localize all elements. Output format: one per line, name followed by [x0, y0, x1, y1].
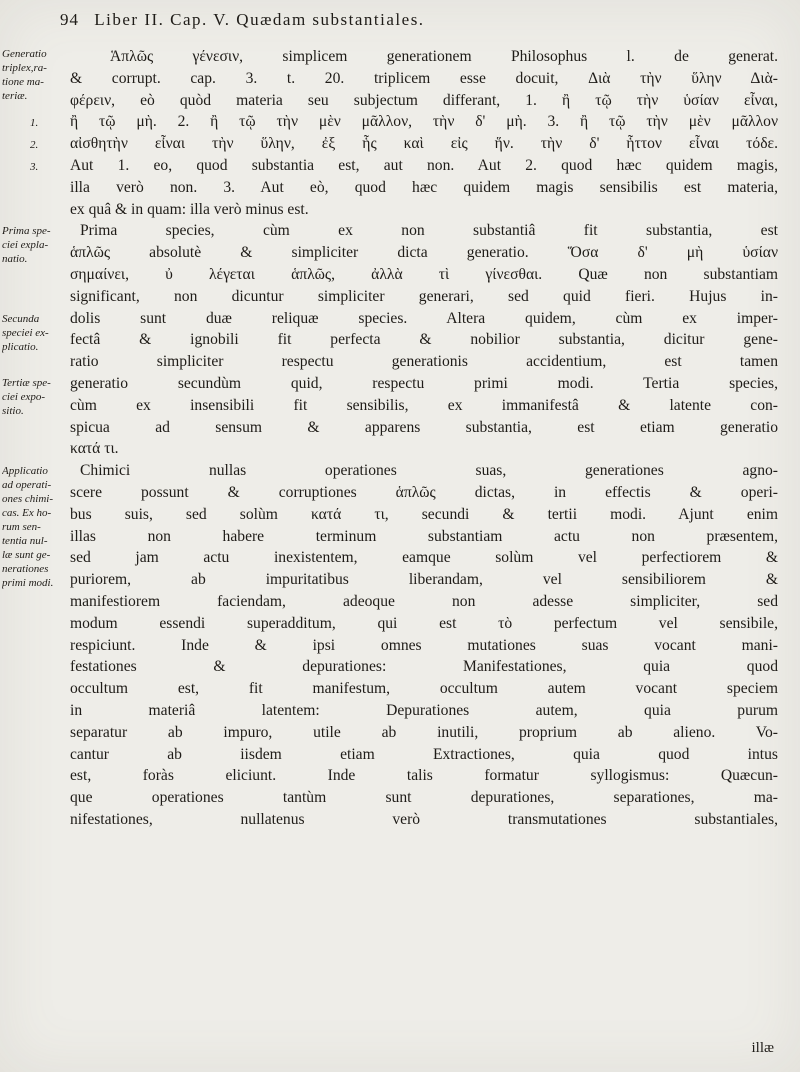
text-line: modum essendi superadditum, qui est τὸ perfectum vel sensibile,	[70, 614, 778, 632]
text-line: in materiâ latentem: Depurationes autem, quia purum	[70, 701, 778, 719]
margin-note-2: 2.	[30, 139, 39, 151]
text-line: festationes & depurationes: Manifestationes, quia quod	[70, 658, 778, 676]
text-line: nifestationes, nullatenus verò transmutationes substantiales,	[70, 810, 778, 828]
text-line: scere possunt & corruptiones ἁπλῶς dictas, in effectis & operi-	[70, 483, 778, 501]
text-line: separatur ab impuro, utile ab inutili, proprium ab alieno. Vo-	[70, 723, 778, 741]
text-line: sed jam actu inexistentem, eamque solùm vel perfectiorem &	[70, 549, 778, 567]
margin-note-1: 1.	[30, 117, 39, 129]
text-line: occultum est, fit manifestum, occultum autem vocant speciem	[70, 680, 778, 698]
text-line: & corrupt. cap. 3. t. 20. triplicem esse docuit, Διὰ τὴν ὕλην Διὰ-	[70, 69, 778, 87]
text-line: manifestiorem faciendam, adeoque non adesse simpliciter, sed	[70, 592, 778, 610]
text-line: puriorem, ab impuritatibus liberandam, vel sensibiliorem &	[70, 571, 778, 589]
page-number: 94	[60, 10, 79, 29]
margin-note-prima: Prima spe- ciei expla- natio.	[2, 225, 51, 265]
text-line: Chimici nullas operationes suas, generationes agno-	[80, 462, 778, 480]
text-line: fectâ & ignobili fit perfecta & nobilior substantia, dicitur gene-	[70, 331, 778, 349]
text-line: est, foràs eliciunt. Inde talis formatur syllogismus: Quæcun-	[70, 767, 778, 785]
margin-note-generatio: Generatio triplex,ra- tione ma- teriæ.	[2, 48, 47, 102]
text-line: ratio simpliciter respectu generationis accidentium, est tamen	[70, 353, 778, 371]
text-line: ex quâ & in quam: illa verò minus est.	[70, 200, 309, 218]
text-line: Prima species, cùm ex non substantiâ fit substantia, est	[80, 222, 778, 240]
text-line: significant, non dicuntur simpliciter generari, sed quid fieri. Hujus in-	[70, 287, 778, 305]
text-line: φέρειν, eò quòd materia seu subjectum differant, 1. ἢ τῷ τὴν ὑσίαν εἶναι,	[70, 91, 778, 109]
margin-note-secunda: Secunda speciei ex- plicatio.	[2, 313, 49, 353]
margin-note-applicatio: Applicatio ad operati- ones chimi- cas. Ex ho- rum sen- tentia nul- læ sunt ge- nerationes primi modi.	[2, 465, 54, 589]
text-line: ἁπλῶς absolutè & simpliciter dicta generatio. Ὅσα δ' μὴ ὑσίαν	[70, 244, 778, 262]
margin-note-tertia: Tertiæ spe- ciei expo- sitio.	[2, 377, 51, 417]
running-title: Liber II. Cap. V. Quædam substantiales.	[94, 10, 425, 29]
text-line: cantur ab iisdem etiam Extractiones, quia quod intus	[70, 745, 778, 763]
text-line: illas non habere terminum substantiam actu non præsentem,	[70, 527, 778, 545]
text-line: Ἁπλῶς γένεσιν, simplicem generationem Philosophus l. de generat.	[110, 48, 778, 65]
text-line: spicua ad sensum & apparens substantia, est etiam generatio	[70, 418, 778, 436]
text-line: generatio secundùm quid, respectu primi modi. Tertia species,	[70, 374, 778, 392]
text-line: Aut 1. eo, quod substantia est, aut non. Aut 2. quod hæc quidem magis,	[70, 156, 778, 174]
body-text	[70, 46, 778, 831]
text-line: dolis sunt duæ reliquæ species. Altera quidem, cùm ex imper-	[70, 309, 778, 327]
text-line: respiciunt. Inde & ipsi omnes mutationes suas vocant mani-	[70, 636, 778, 654]
text-line: bus suis, sed solùm κατά τι, secundi & tertii modi. Ajunt enim	[70, 505, 778, 523]
text-line: que operationes tantùm sunt depurationes, separationes, ma-	[70, 789, 778, 807]
text-line: cùm ex insensibili fit sensibilis, ex immanifestâ & latente con-	[70, 396, 778, 414]
running-header	[60, 10, 760, 30]
margin-note-3: 3.	[30, 161, 39, 173]
text-line: ἢ τῷ μὴ. 2. ἢ τῷ τὴν μὲν μᾶλλον, τὴν δ' μὴ. 3. ἢ τῷ τὴν μὲν μᾶλλον	[70, 113, 778, 131]
text-line: σημαίνει, ὐ λέγεται ἁπλῶς, ἀλλὰ τὶ γίνεσθαι. Quæ non substantiam	[70, 265, 778, 283]
catchword: illæ	[751, 1040, 774, 1056]
text-line: illa verò non. 3. Aut eò, quod hæc quidem magis sensibilis est materia,	[70, 178, 778, 196]
text-line: κατά τι.	[70, 440, 119, 458]
text-line: αἰσθητὴν εἶναι τὴν ὕλην, ἐξ ἧς καὶ εἰς ἥν. τὴν δ' ἧττον εἶναι τόδε.	[70, 135, 778, 153]
